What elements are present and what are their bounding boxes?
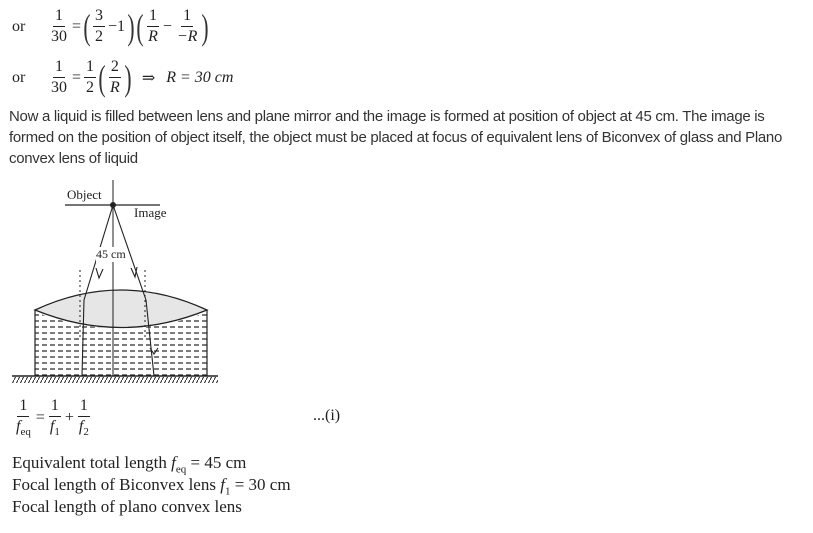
explanation-paragraph: Now a liquid is filled between lens and plane mirror and the image is formed at position of object at 45 cm. The image is formed on the position of object itself, the object must be placed at focus of equivalent lens of Biconvex of glass and Plano convex lens of liquid [9,108,782,167]
value: = 30 cm [230,475,291,494]
f-var: f [220,475,225,494]
equation-1 [12,8,208,45]
denominator: R [110,79,120,96]
left-paren: ( [136,6,144,47]
eq2-half-fraction [84,59,96,96]
denominator: −R [176,28,198,45]
f-var: f [171,453,176,472]
right-paren: ) [124,57,132,98]
numerator: 2 [109,59,121,78]
denominator: R [148,28,158,45]
numerator: 3 [93,8,105,27]
f2-fraction [77,398,91,438]
label-distance: 45 cm [96,247,126,261]
equation-tag: ...(i) [313,407,341,424]
denominator: 2 [95,28,104,45]
numerator: 1 [53,8,65,27]
subscript: 1 [224,485,231,498]
lens-mirror-diagram [10,180,220,385]
right-paren: ) [201,6,210,47]
implies-arrow-icon: ⇒ [141,69,156,87]
subscript: eq [20,426,31,439]
eq1-neg-r-fraction [175,8,200,45]
equals-sign: = [35,409,45,427]
label: Equivalent total length [12,453,172,472]
value: = 45 cm [186,453,247,472]
subscript: eq [175,463,187,476]
left-paren: ( [98,57,106,98]
feq-fraction [14,398,33,438]
f-var: f [16,418,21,435]
subscript: 1 [54,426,60,439]
denominator: 30 [51,28,67,45]
numerator: 1 [84,59,96,78]
label-image: Image [134,205,167,220]
numerator: 1 [17,398,29,417]
equation-2 [12,59,233,96]
f1-fraction [48,398,62,438]
numerator: 1 [53,59,65,78]
eq1-prefix: or [12,17,26,35]
minus-sign: − [162,17,172,35]
equals-sign: = [72,17,82,35]
f-var: f [78,418,84,435]
numerator: 1 [147,8,159,27]
eq1-r-fraction [146,8,160,45]
minus-one: −1 [108,17,126,35]
eq2-2r-fraction [108,59,122,96]
line-plano-convex: Focal length of plano convex lens [12,497,242,516]
left-paren: ( [83,6,91,47]
eq2-result: R = 30 cm [166,68,234,86]
equals-sign: = [72,68,82,86]
subscript: 2 [83,426,89,439]
line-equivalent-length [12,453,246,475]
eq1-refractive-fraction [93,8,105,45]
numerator: 1 [78,398,90,417]
denominator: 30 [51,79,67,96]
denominator: 2 [86,79,95,96]
eq2-prefix: or [12,68,26,86]
label: Focal length of Biconvex lens [12,475,221,494]
line-biconvex-focal [12,475,291,497]
eq2-lhs-fraction [49,59,69,96]
label-object: Object [67,187,102,202]
plus-sign: + [64,409,74,427]
right-paren: ) [127,6,135,47]
eq1-lhs-fraction [49,8,69,45]
diagram-svg [10,180,220,385]
lens-formula [14,398,91,438]
f-var: f [49,418,55,435]
numerator: 1 [181,8,193,27]
numerator: 1 [49,398,61,417]
